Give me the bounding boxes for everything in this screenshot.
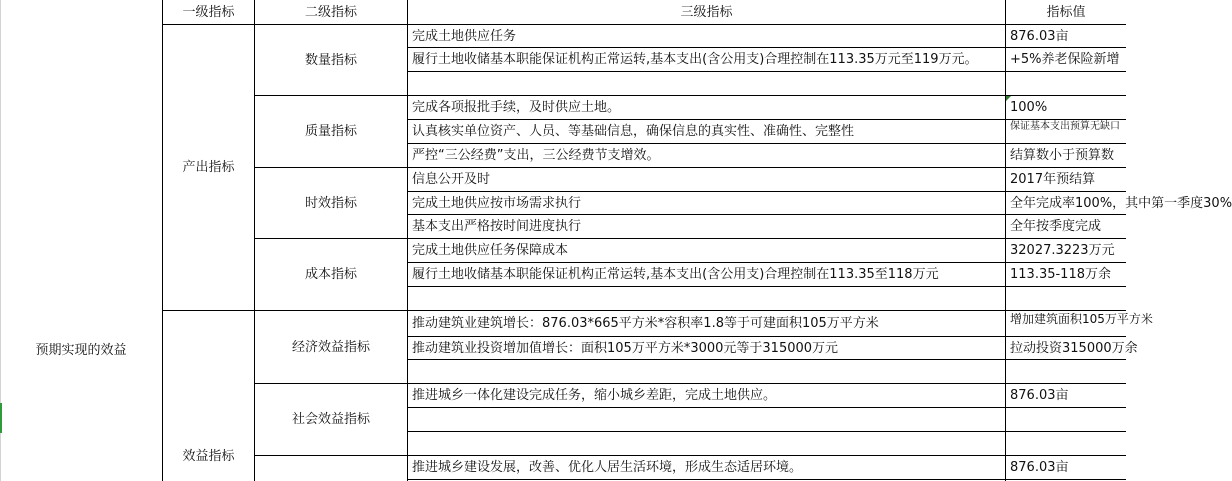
indicator-text: 履行土地收储基本职能保证机构正常运转,基本支出(含公用支)合理控制在113.35万元至119万元。 bbox=[412, 52, 978, 67]
header-level1: 一级指标 bbox=[182, 4, 235, 20]
group-output: 产出指标 bbox=[182, 160, 235, 175]
indicator-text: 推动建筑业建筑增长：876.03*665平方米*容积率1.8等于可建面积105万平方米 bbox=[412, 316, 879, 331]
indicator-value: 876.03亩 bbox=[1010, 460, 1069, 475]
indicator-text: 基本支出严格按时间进度执行 bbox=[412, 219, 582, 234]
header-value: 指标值 bbox=[1046, 4, 1086, 20]
header-level2: 二级指标 bbox=[304, 4, 357, 20]
subgroup-social: 社会效益指标 bbox=[291, 412, 370, 427]
indicator-value: 876.03亩 bbox=[1010, 28, 1069, 44]
indicator-text bbox=[408, 72, 1005, 95]
indicator-value: 增加建筑面积105万平方米 bbox=[1010, 312, 1153, 326]
indicator-value: 全年完成率100%，其中第一季度30% bbox=[1010, 195, 1232, 211]
border bbox=[407, 479, 1126, 480]
subgroup-timeliness: 时效指标 bbox=[304, 195, 357, 211]
indicator-text: 完成土地供应任务保障成本 bbox=[412, 243, 569, 258]
subgroup-cost: 成本指标 bbox=[304, 267, 357, 282]
indicator-value: +5%养老保险新增 bbox=[1010, 52, 1120, 67]
indicator-text bbox=[408, 287, 1005, 310]
indicator-value: 32027.3223万元 bbox=[1010, 243, 1115, 258]
indicator-text: 完成各项报批手续，及时供应土地。 bbox=[412, 100, 621, 115]
indicator-value: 拉动投资315000万余 bbox=[1010, 340, 1138, 356]
indicator-text: 完成土地供应按市场需求执行 bbox=[412, 195, 582, 211]
indicator-text: 履行土地收储基本职能保证机构正常运转,基本支出(含公用支)合理控制在113.35至118万元 bbox=[412, 267, 939, 282]
header-level3: 三级指标 bbox=[680, 4, 733, 20]
indicator-text bbox=[408, 408, 1005, 431]
indicator-value: 100% bbox=[1010, 100, 1048, 115]
indicator-value: 结算数小于预算数 bbox=[1010, 148, 1115, 163]
indicator-value bbox=[1006, 287, 1126, 310]
left-label: 预期实现的效益 bbox=[35, 342, 127, 358]
indicator-value: 113.35-118万余 bbox=[1010, 267, 1111, 282]
indicator-text: 推进城乡建设发展，改善、优化人居生活环境，形成生态适居环境。 bbox=[412, 460, 803, 475]
comment-indicator-icon bbox=[1006, 96, 1011, 101]
indicator-value bbox=[1006, 408, 1126, 431]
indicator-value: 2017年预结算 bbox=[1010, 172, 1096, 187]
indicator-value: 876.03亩 bbox=[1010, 388, 1069, 403]
indicator-value bbox=[1006, 432, 1126, 455]
selection-marker bbox=[0, 403, 2, 433]
indicator-value: 保证基本支出预算无缺口 bbox=[1010, 121, 1120, 132]
indicator-text bbox=[408, 360, 1005, 383]
subgroup-economic: 经济效益指标 bbox=[291, 339, 370, 355]
subgroup-quantity: 数量指标 bbox=[304, 52, 357, 68]
indicator-text: 推进城乡一体化建设完成任务，缩小城乡差距，完成土地供应。 bbox=[412, 388, 777, 403]
indicator-text: 完成土地供应任务 bbox=[412, 28, 517, 44]
indicator-text: 信息公开及时 bbox=[412, 172, 491, 187]
indicator-text: 推动建筑业投资增加值增长：面积105万平方米*3000元等于315000万元 bbox=[412, 340, 839, 356]
indicator-text: 严控“三公经费”支出，三公经费节支增效。 bbox=[412, 148, 660, 163]
indicator-text: 认真核实单位资产、人员、等基础信息，确保信息的真实性、准确性、完整性 bbox=[412, 124, 855, 139]
group-benefit: 效益指标 bbox=[182, 448, 235, 464]
indicator-value: 全年按季度完成 bbox=[1010, 219, 1102, 234]
subgroup-quality: 质量指标 bbox=[304, 124, 357, 139]
indicator-value bbox=[1006, 360, 1126, 383]
indicator-value bbox=[1006, 72, 1126, 95]
indicator-text bbox=[408, 432, 1005, 455]
